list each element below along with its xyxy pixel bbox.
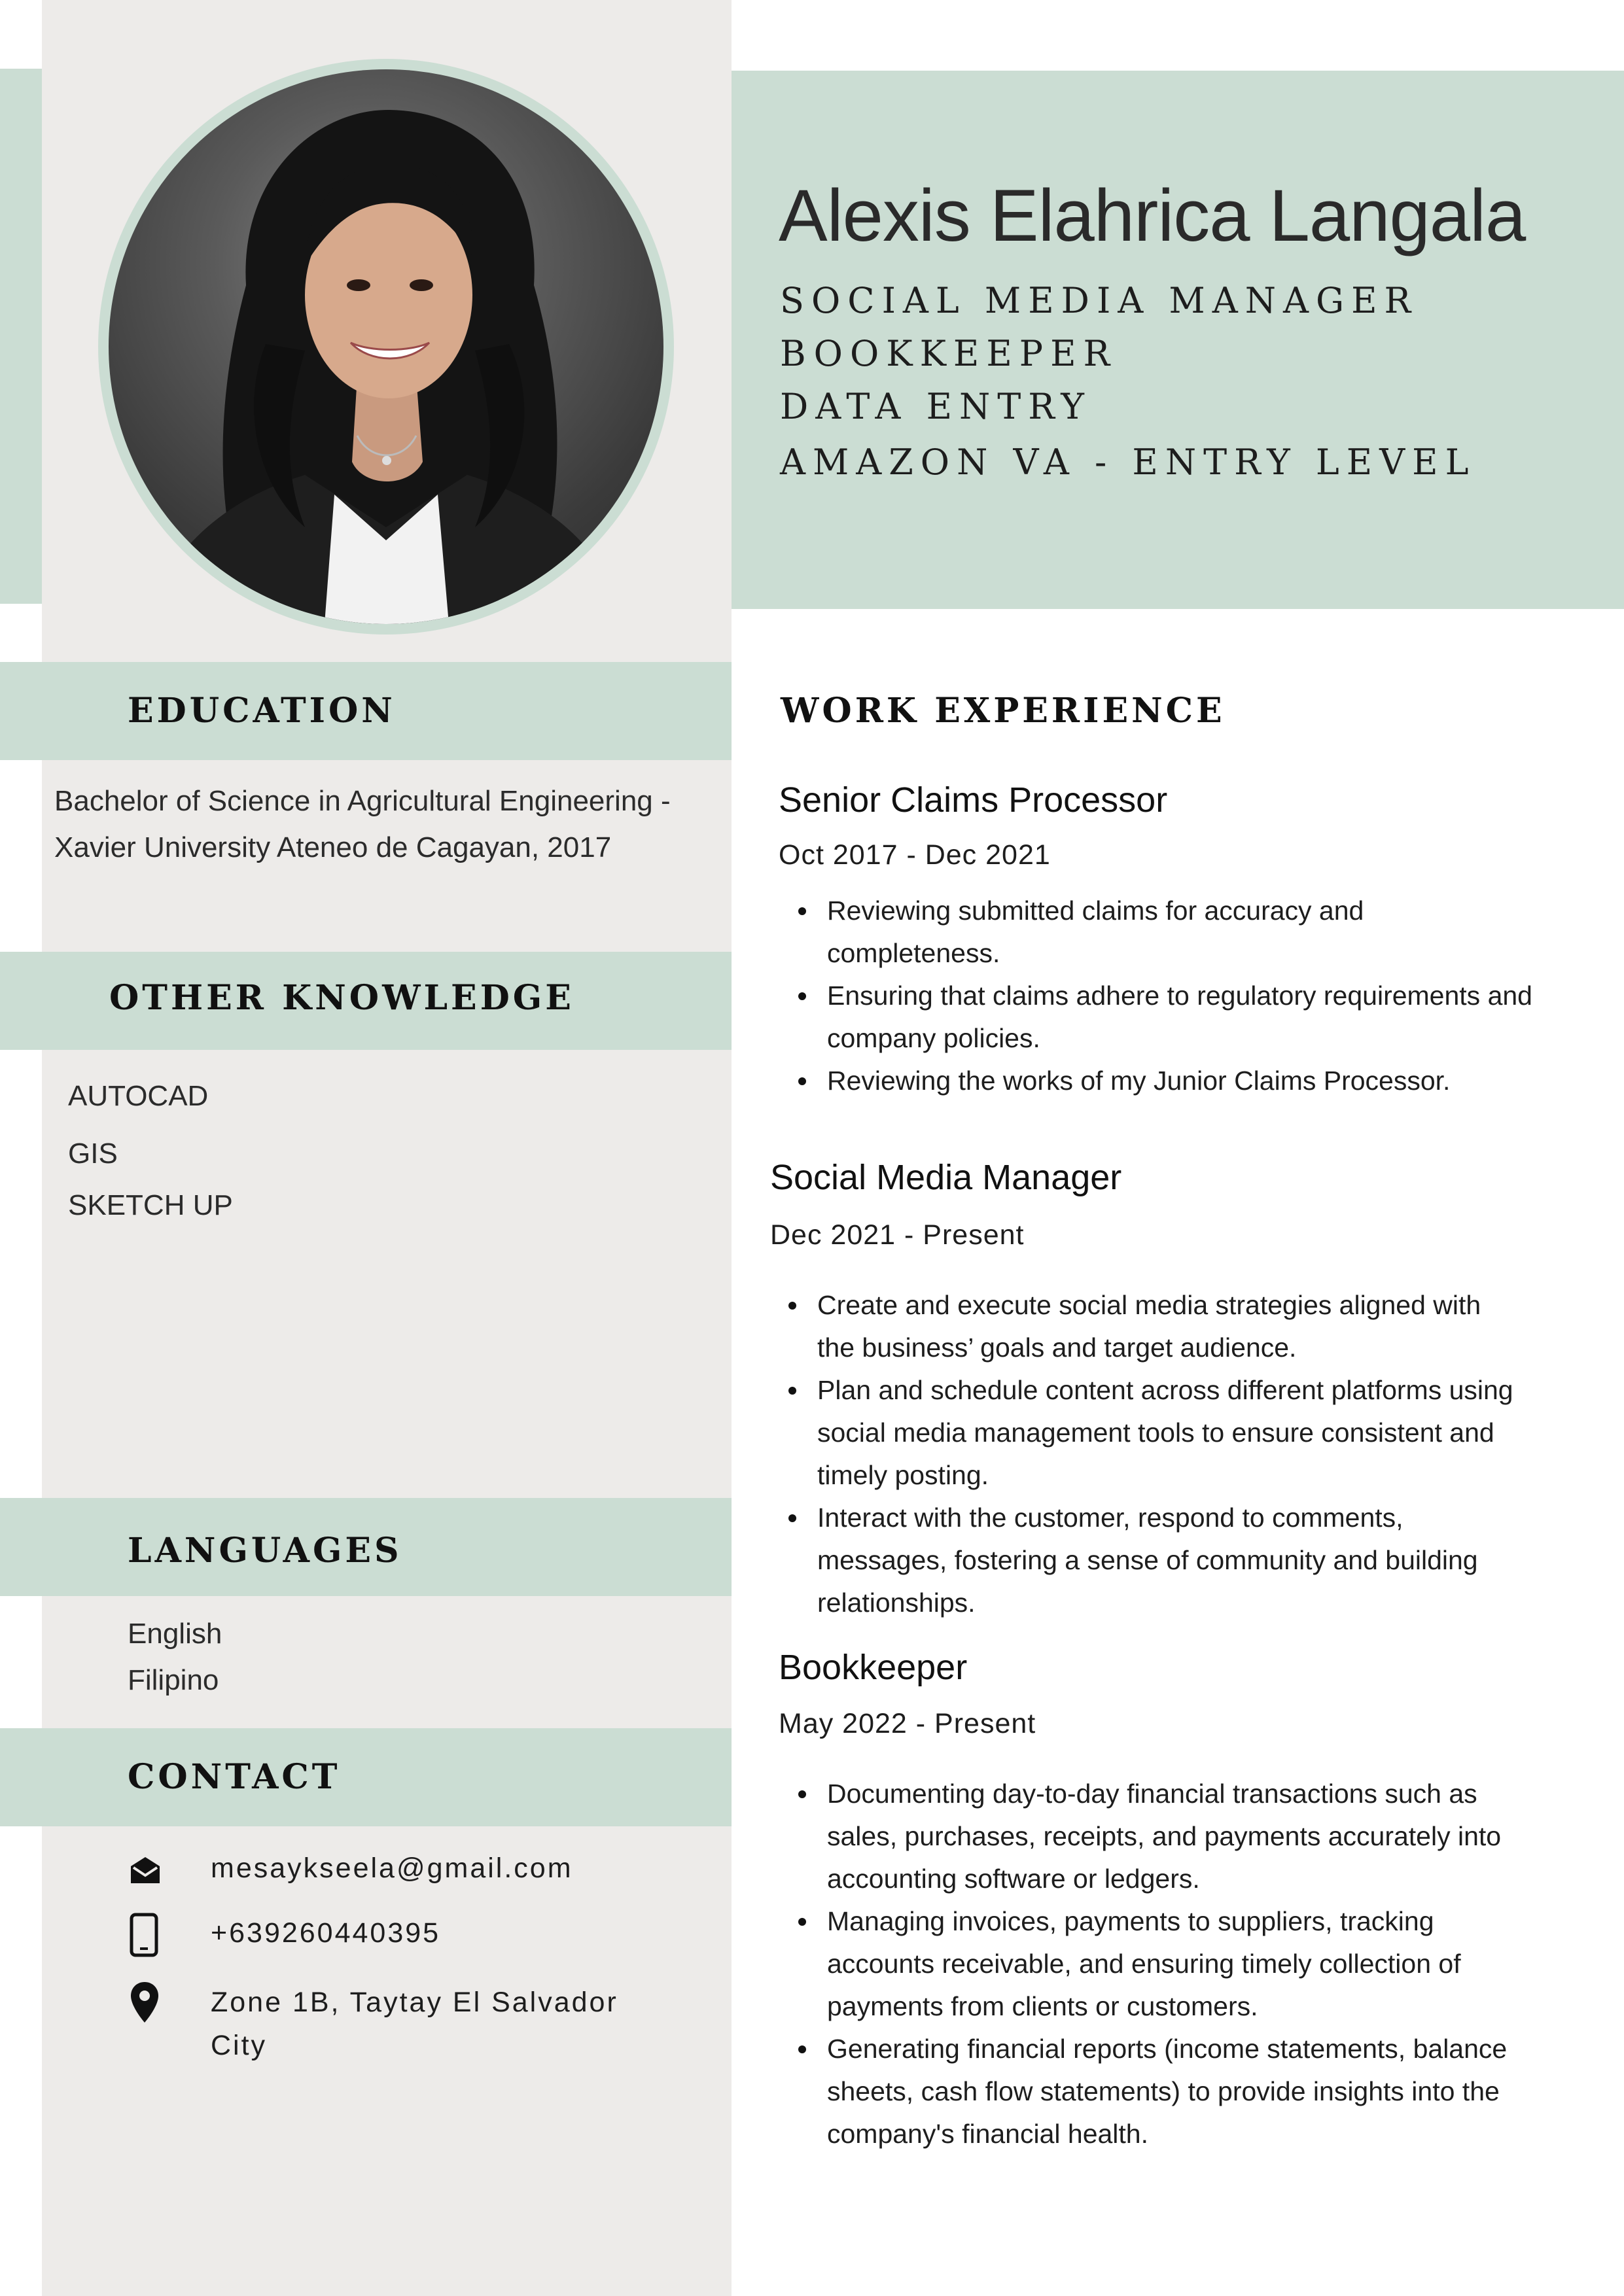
role-line: DATA ENTRY [780, 386, 1091, 427]
list-item: Managing invoices, payments to suppliers, tracking accounts receivable, and ensuring timely collection of payments from clients or customers. [827, 1900, 1534, 2028]
role-line: BOOKKEEPER [780, 333, 1118, 374]
list-item: Generating financial reports (income statements, balance sheets, cash flow statements) to provide insights into the company's financial health. [827, 2028, 1534, 2155]
contact-heading: CONTACT [128, 1757, 341, 1797]
work-heading: WORK EXPERIENCE [781, 691, 1226, 731]
role-line: SOCIAL MEDIA MANAGER [780, 280, 1419, 321]
contact-band [0, 1728, 732, 1826]
list-item: Reviewing submitted claims for accuracy and completeness. [827, 890, 1534, 975]
education-text: Bachelor of Science in Agricultural Engineering - Xavier University Ateneo de Cagayan, 2017 [54, 785, 671, 863]
job-date: Dec 2021 - Present [770, 1219, 1025, 1251]
list-item: Create and execute social media strategies aligned with the business’ goals and target audience. [817, 1284, 1524, 1369]
role-line: AMAZON VA - ENTRY LEVEL [780, 442, 1476, 483]
phone-icon [130, 1913, 158, 1957]
knowledge-item: AUTOCAD [68, 1080, 209, 1112]
job-title: Senior Claims Processor [779, 780, 1168, 820]
contact-phone[interactable]: +639260440395 [211, 1917, 441, 1949]
language-item: English [128, 1618, 222, 1650]
list-item: Documenting day-to-day financial transactions such as sales, purchases, receipts, and payments accurately into accounting software or ledgers. [827, 1773, 1534, 1900]
job-duties [780, 1773, 1534, 2155]
job-date: May 2022 - Present [779, 1708, 1036, 1739]
knowledge-item: GIS [68, 1138, 118, 1170]
list-item: Plan and schedule content across different platforms using social media management tools to ensure consistent and timely posting. [817, 1369, 1524, 1497]
language-item: Filipino [128, 1664, 219, 1696]
contact-address: Zone 1B, Taytay El Salvador City [211, 1987, 618, 2061]
accent-edge-strip [0, 69, 42, 604]
avatar [109, 69, 663, 624]
candidate-name: Alexis Elahrica Langala [779, 175, 1526, 256]
job-duties [780, 890, 1534, 1102]
job-date: Oct 2017 - Dec 2021 [779, 839, 1051, 871]
list-item: Reviewing the works of my Junior Claims Processor. [827, 1060, 1534, 1102]
envelope-icon [128, 1856, 162, 1885]
languages-heading: LANGUAGES [128, 1531, 402, 1571]
list-item: Interact with the customer, respond to comments, messages, fostering a sense of community and building relationships. [817, 1497, 1524, 1624]
list-item: Ensuring that claims adhere to regulatory requirements and company policies. [827, 975, 1534, 1060]
knowledge-item: SKETCH UP [68, 1189, 233, 1221]
location-pin-icon [130, 1981, 160, 2024]
job-title: Social Media Manager [770, 1158, 1122, 1197]
knowledge-heading: OTHER KNOWLEDGE [109, 978, 574, 1018]
job-duties [770, 1284, 1524, 1624]
contact-email[interactable]: mesaykseela@gmail.com [211, 1852, 573, 1884]
education-heading: EDUCATION [128, 691, 396, 731]
job-title: Bookkeeper [779, 1648, 968, 1687]
